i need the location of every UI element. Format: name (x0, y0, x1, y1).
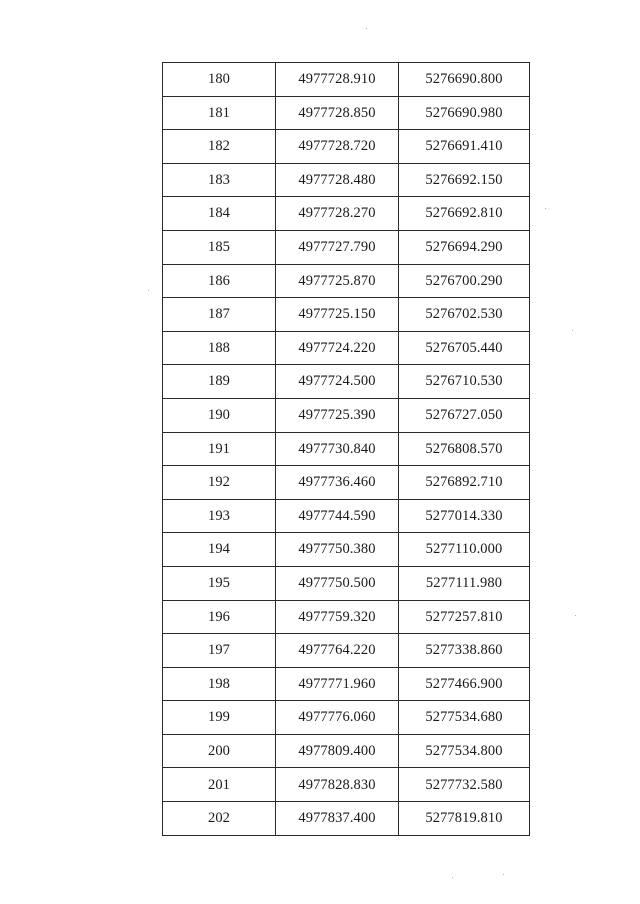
coordinates-table (162, 62, 530, 836)
y-coordinate-cell: 5276892.710 (399, 466, 530, 500)
point-number-cell: 193 (163, 499, 276, 533)
point-number-cell: 199 (163, 701, 276, 735)
table-row (163, 130, 530, 164)
table-row (163, 432, 530, 466)
y-coordinate-cell: 5276692.150 (399, 163, 530, 197)
point-number-cell: 185 (163, 230, 276, 264)
y-coordinate-cell: 5277111.980 (399, 566, 530, 600)
y-coordinate-cell: 5277819.810 (399, 802, 530, 836)
x-coordinate-cell: 4977724.500 (276, 365, 399, 399)
x-coordinate-cell: 4977771.960 (276, 667, 399, 701)
x-coordinate-cell: 4977764.220 (276, 634, 399, 668)
x-coordinate-cell: 4977728.480 (276, 163, 399, 197)
x-coordinate-cell: 4977828.830 (276, 768, 399, 802)
y-coordinate-cell: 5277466.900 (399, 667, 530, 701)
y-coordinate-cell: 5277110.000 (399, 533, 530, 567)
point-number-cell: 187 (163, 298, 276, 332)
table-row (163, 667, 530, 701)
table-row (163, 398, 530, 432)
point-number-cell: 190 (163, 398, 276, 432)
point-number-cell: 197 (163, 634, 276, 668)
x-coordinate-cell: 4977750.380 (276, 533, 399, 567)
point-number-cell: 201 (163, 768, 276, 802)
x-coordinate-cell: 4977725.870 (276, 264, 399, 298)
table-row (163, 63, 530, 97)
scan-speck (575, 615, 576, 616)
point-number-cell: 192 (163, 466, 276, 500)
table-row (163, 331, 530, 365)
x-coordinate-cell: 4977744.590 (276, 499, 399, 533)
y-coordinate-cell: 5276690.980 (399, 96, 530, 130)
point-number-cell: 186 (163, 264, 276, 298)
point-number-cell: 181 (163, 96, 276, 130)
table-row (163, 533, 530, 567)
point-number-cell: 195 (163, 566, 276, 600)
table-row (163, 230, 530, 264)
point-number-cell: 182 (163, 130, 276, 164)
x-coordinate-cell: 4977759.320 (276, 600, 399, 634)
y-coordinate-cell: 5276702.530 (399, 298, 530, 332)
table-row (163, 802, 530, 836)
table-row (163, 264, 530, 298)
coordinates-table-body (163, 63, 530, 836)
y-coordinate-cell: 5276808.570 (399, 432, 530, 466)
x-coordinate-cell: 4977728.720 (276, 130, 399, 164)
table-row (163, 768, 530, 802)
scan-speck (545, 208, 546, 209)
x-coordinate-cell: 4977728.850 (276, 96, 399, 130)
y-coordinate-cell: 5277732.580 (399, 768, 530, 802)
table-row (163, 96, 530, 130)
x-coordinate-cell: 4977736.460 (276, 466, 399, 500)
point-number-cell: 189 (163, 365, 276, 399)
scan-speck (148, 290, 149, 291)
y-coordinate-cell: 5276727.050 (399, 398, 530, 432)
scan-speck (452, 877, 453, 878)
x-coordinate-cell: 4977728.270 (276, 197, 399, 231)
y-coordinate-cell: 5276700.290 (399, 264, 530, 298)
x-coordinate-cell: 4977750.500 (276, 566, 399, 600)
x-coordinate-cell: 4977724.220 (276, 331, 399, 365)
x-coordinate-cell: 4977725.150 (276, 298, 399, 332)
table-row (163, 600, 530, 634)
scan-speck (572, 330, 573, 331)
x-coordinate-cell: 4977837.400 (276, 802, 399, 836)
x-coordinate-cell: 4977725.390 (276, 398, 399, 432)
y-coordinate-cell: 5276690.800 (399, 63, 530, 97)
table-row (163, 566, 530, 600)
y-coordinate-cell: 5276710.530 (399, 365, 530, 399)
x-coordinate-cell: 4977809.400 (276, 734, 399, 768)
point-number-cell: 188 (163, 331, 276, 365)
point-number-cell: 194 (163, 533, 276, 567)
point-number-cell: 200 (163, 734, 276, 768)
x-coordinate-cell: 4977727.790 (276, 230, 399, 264)
y-coordinate-cell: 5277534.800 (399, 734, 530, 768)
table-row (163, 634, 530, 668)
scan-speck (366, 28, 367, 29)
y-coordinate-cell: 5277014.330 (399, 499, 530, 533)
table-row (163, 701, 530, 735)
table-row (163, 734, 530, 768)
y-coordinate-cell: 5277338.860 (399, 634, 530, 668)
y-coordinate-cell: 5276694.290 (399, 230, 530, 264)
x-coordinate-cell: 4977728.910 (276, 63, 399, 97)
y-coordinate-cell: 5277534.680 (399, 701, 530, 735)
y-coordinate-cell: 5277257.810 (399, 600, 530, 634)
point-number-cell: 180 (163, 63, 276, 97)
point-number-cell: 183 (163, 163, 276, 197)
point-number-cell: 198 (163, 667, 276, 701)
table-row (163, 466, 530, 500)
y-coordinate-cell: 5276691.410 (399, 130, 530, 164)
table-row (163, 499, 530, 533)
x-coordinate-cell: 4977730.840 (276, 432, 399, 466)
point-number-cell: 196 (163, 600, 276, 634)
point-number-cell: 191 (163, 432, 276, 466)
table-row (163, 163, 530, 197)
table-row (163, 197, 530, 231)
x-coordinate-cell: 4977776.060 (276, 701, 399, 735)
y-coordinate-cell: 5276705.440 (399, 331, 530, 365)
point-number-cell: 202 (163, 802, 276, 836)
y-coordinate-cell: 5276692.810 (399, 197, 530, 231)
point-number-cell: 184 (163, 197, 276, 231)
table-row (163, 365, 530, 399)
table-row (163, 298, 530, 332)
scan-speck (503, 874, 504, 875)
